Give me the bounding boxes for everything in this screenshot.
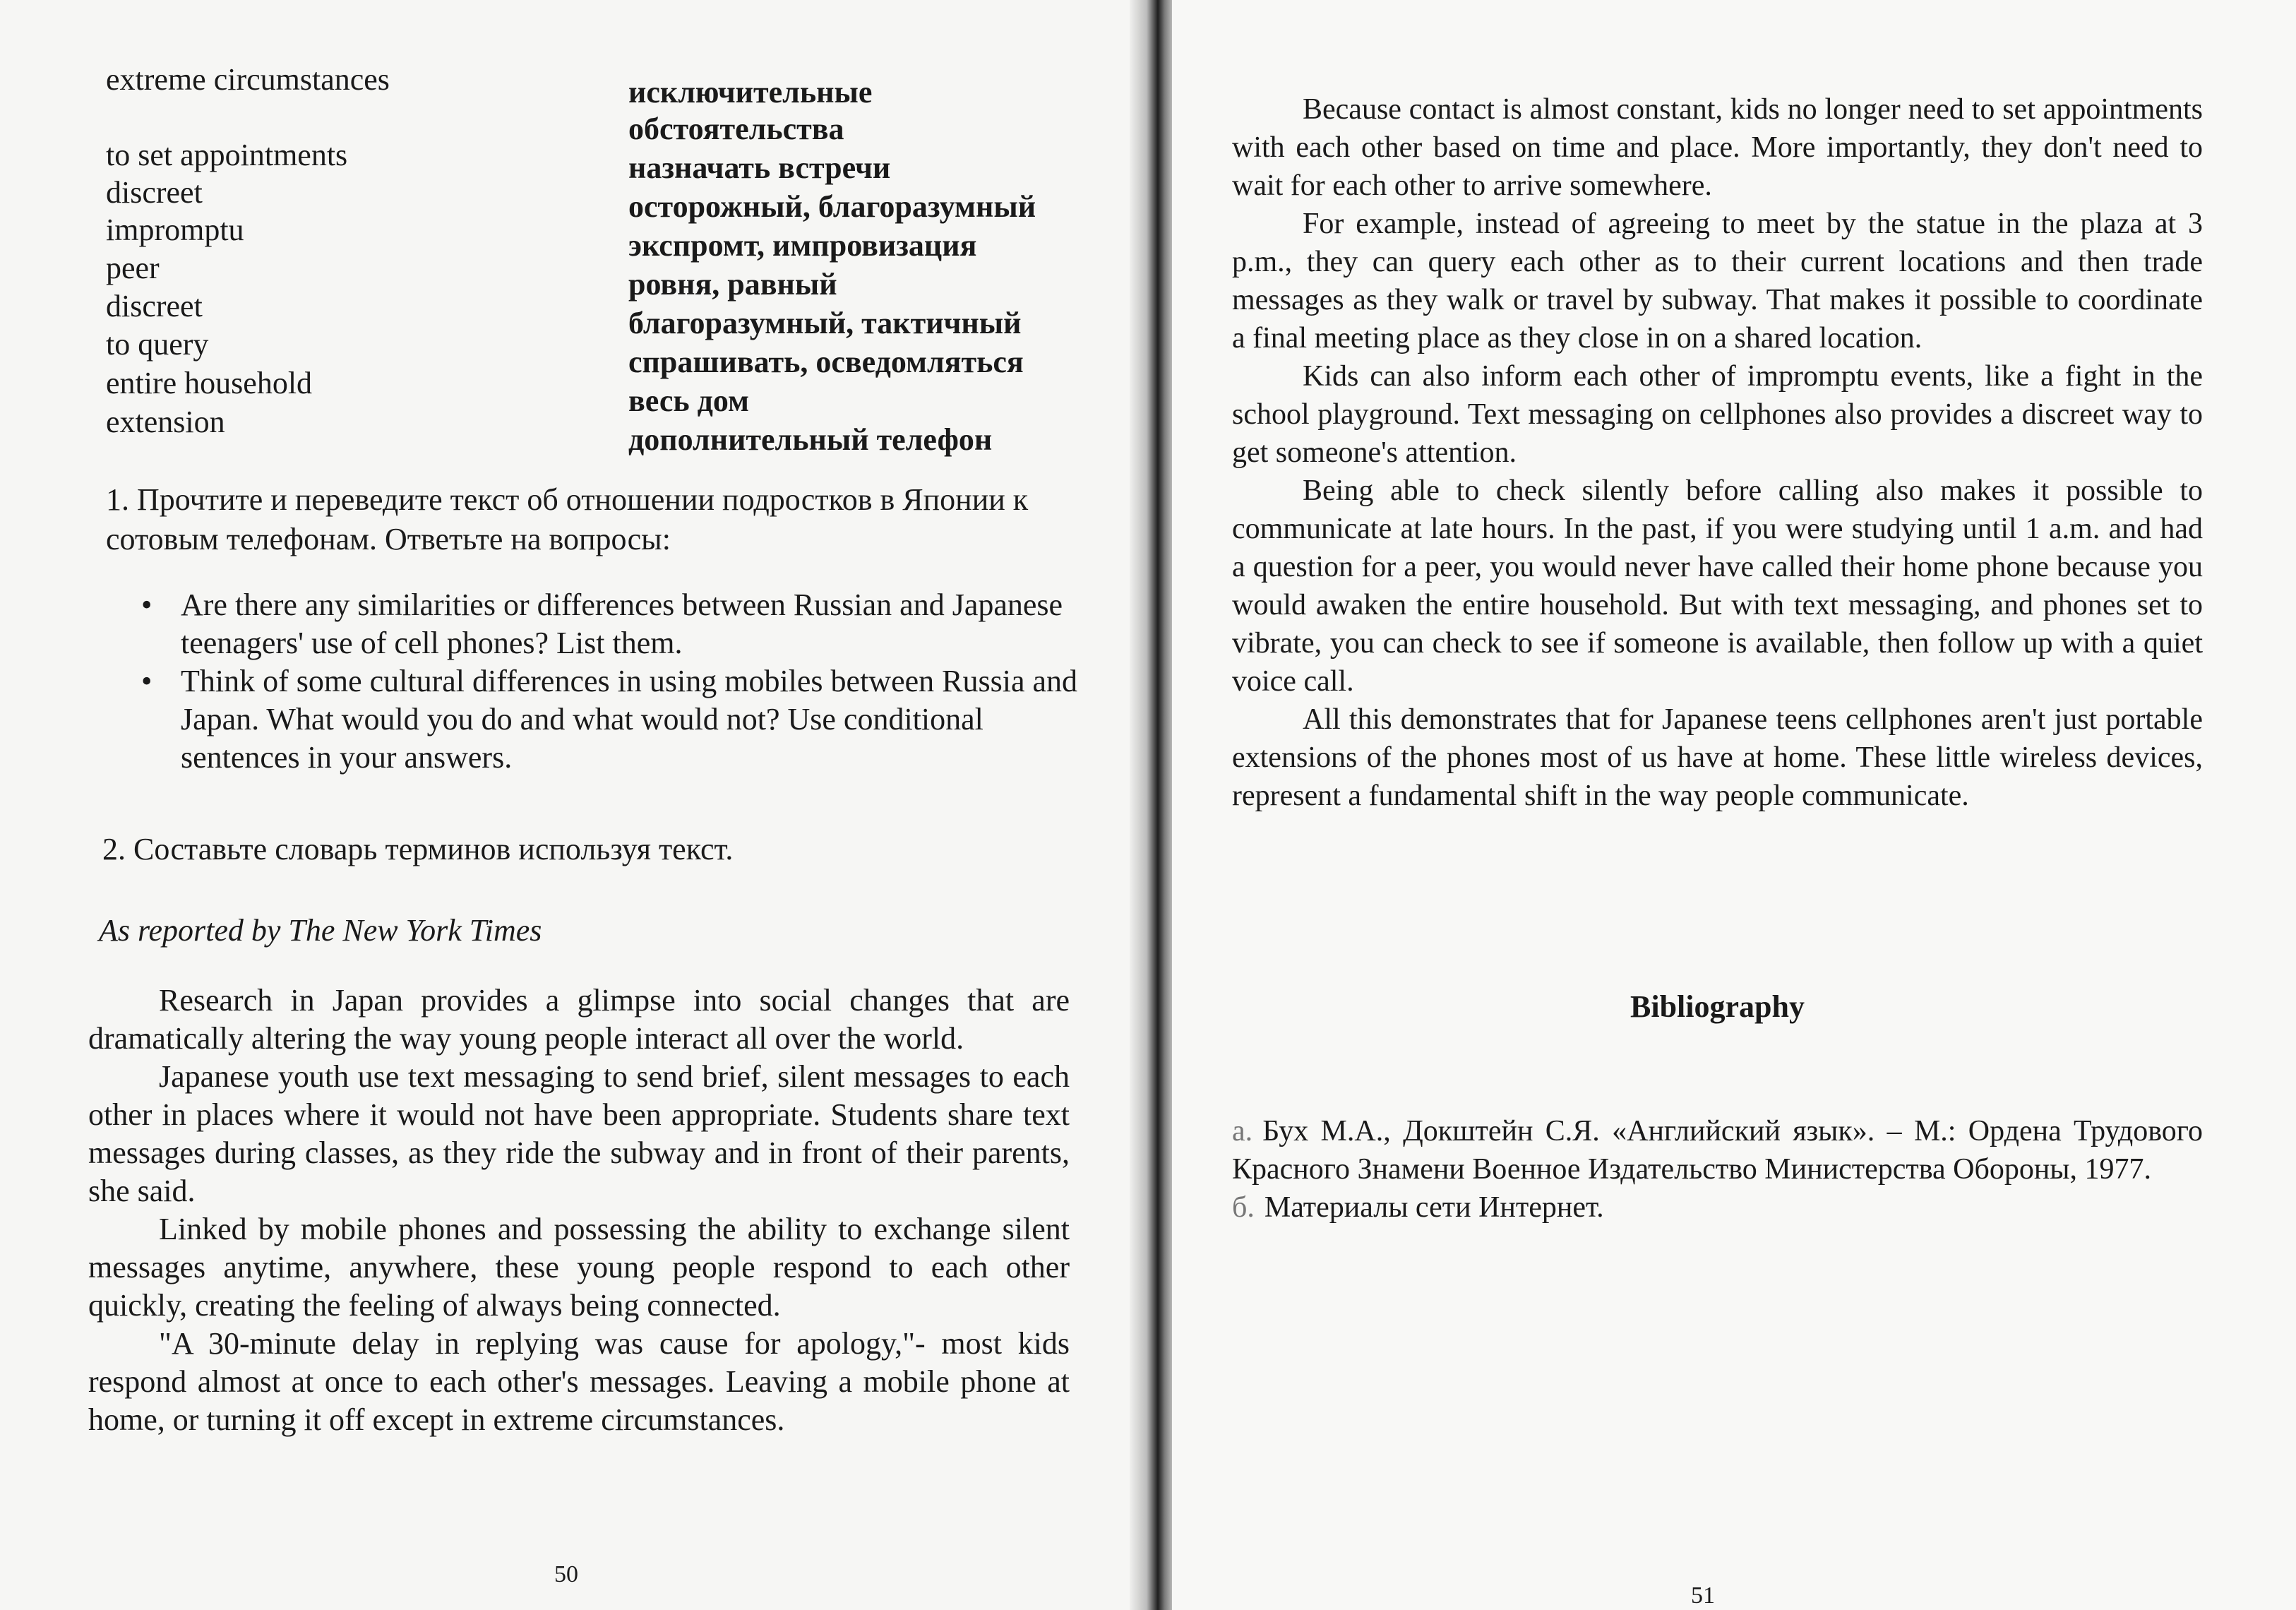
vocab-term-ru: благоразумный, тактичный [628,306,1022,340]
left-page [0,0,1144,1610]
question-item: • Think of some cultural differences in using mobiles between Russia and Japan. What would you do and what would not? Use conditional sentences in your answers. [141,662,1080,777]
article-paragraph: Kids can also inform each other of impromptu events, like a fight in the school playground. Text messaging on cellphones also provides a discreet way to get someone's attention. [1232,360,2203,469]
vocab-term-ru: осторожный, благоразумный [628,189,1036,224]
vocab-term-en: entire household [106,366,313,400]
bibliography-text: Материалы сети Интернет. [1264,1191,1604,1224]
bibliography-entry [1232,1188,2203,1227]
vocab-term-ru: дополнительный телефон [628,422,993,457]
article-paragraph: All this demonstrates that for Japanese teens cellphones aren't just portable extensions of the phones most of us have at home. These little wireless devices, represent a fundamental shift in the way people communicate. [1232,703,2203,812]
vocab-term-en: peer [106,251,160,285]
discussion-questions [141,586,1080,777]
vocab-term-ru: назначать встречи [628,150,891,185]
vocab-term-en: impromptu [106,213,244,247]
vocab-term-ru: спрашивать, осведомляться [628,345,1024,379]
vocab-term-ru: ровня, равный [628,267,837,302]
vocab-term-en: extension [106,405,225,439]
vocab-term-en: to set appointments [106,138,348,172]
vocab-term-ru: весь дом [628,383,750,418]
question-item: • Are there any similarities or differences between Russian and Japanese teenagers' use of cell phones? List them. [141,586,1080,662]
article-paragraph: Because contact is almost constant, kids no longer need to set appointments with each other based on time and place. More importantly, they don't need to wait for each other to arrive somewhere. [1232,93,2203,202]
article-paragraph: "A 30-minute delay in replying was cause for apology,"- most kids respond almost at once to each other's messages. Leaving a mobile phone at home, or turning it off except in extreme circumstances. [88,1326,1070,1437]
bibliography-marker: а. [1232,1115,1253,1147]
page-number-right: 51 [1691,1582,1715,1609]
bibliography-entry [1232,1112,2203,1188]
article-paragraph: Being able to check silently before calling also makes it possible to communicate at late hours. In the past, if you were studying until 1 a.m. and had a question for a peer, you would never have called their home phone because you would awaken the entire household. But with text messaging, and phones set to vibrate, you can check to see if someone is available, then follow up with a quiet voice call. [1232,475,2203,698]
vocab-term-ru: исключительные обстоятельства [628,75,873,146]
vocab-term-en: discreet [106,289,203,323]
vocab-term-en: extreme circumstances [106,62,390,97]
article-paragraph: For example, instead of agreeing to meet by the statue in the plaza at 3 p.m., they can query each other as to their current locations and then trade messages as they walk or travel by subway. That makes it possible to coordinate a final meeting place as they close in on a shared location. [1232,208,2203,354]
bibliography-marker: б. [1232,1191,1255,1224]
bibliography-heading: Bibliography [1630,989,1805,1024]
article-paragraph: Research in Japan provides a glimpse into social changes that are dramatically altering the way young people interact all over the world. [88,983,1070,1056]
vocab-term-en: discreet [106,175,203,210]
vocab-term-ru: экспромт, импровизация [628,228,977,263]
article-paragraph: Japanese youth use text messaging to send brief, silent messages to each other in places where it would not have been appropriate. Students share text messages during classes, as they ride the subway and in front of their parents, she said. [88,1059,1070,1208]
page-number-left: 50 [554,1561,578,1587]
bibliography-text: Бух М.А., Докштейн С.Я. «Английский язык». – М.: Ордена Трудового Красного Знамени Военное Издательство Министерства Обороны, 1977. [1232,1115,2203,1186]
article-text-right [1232,90,2203,815]
task-2-instruction: 2. Составьте словарь терминов используя текст. [102,832,734,866]
article-text-left [88,982,1070,1439]
task-1-instruction: 1. Прочтите и переведите текст об отношении подростков в Японии к сотовым телефонам. Ответьте на вопросы: [106,482,1029,556]
vocabulary-list [106,56,1094,466]
article-paragraph: Linked by mobile phones and possessing the ability to exchange silent messages anytime, anywhere, these young people respond to each other quickly, creating the feeling of always being connected. [88,1212,1070,1323]
bibliography-list [1232,1112,2203,1227]
source-attribution: As reported by The New York Times [99,913,542,948]
vocab-term-en: to query [106,327,209,362]
